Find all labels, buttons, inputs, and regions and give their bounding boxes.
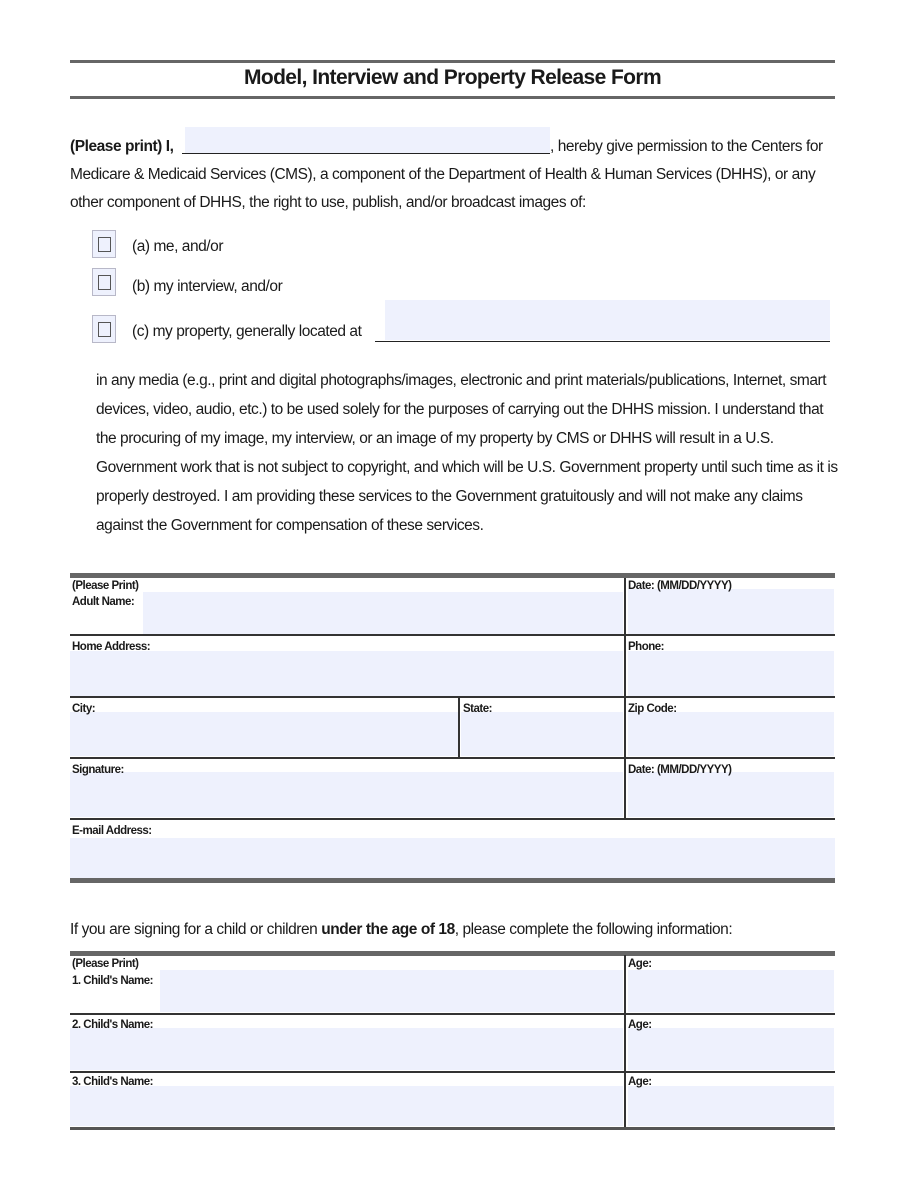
- child-note-text: , please complete the following information:: [454, 921, 733, 938]
- field-label: Age:: [628, 958, 652, 970]
- city-input[interactable]: [70, 712, 458, 756]
- adult-name-input[interactable]: [143, 592, 623, 634]
- field-label: (Please Print): [72, 958, 139, 970]
- signature-date-input[interactable]: [628, 772, 834, 817]
- row-divider: [70, 757, 835, 759]
- option-label: (a) me, and/or: [132, 238, 224, 255]
- child-instruction: [70, 920, 732, 940]
- field-label: Zip Code:: [628, 703, 677, 715]
- phone-input[interactable]: [628, 651, 834, 696]
- field-label: 2. Child's Name:: [72, 1019, 154, 1031]
- child-note-bold: under the age of 18: [321, 921, 455, 938]
- field-label: 3. Child's Name:: [72, 1076, 154, 1088]
- intro-text: other component of DHHS, the right to use, publish, and/or broadcast images of:: [70, 194, 586, 211]
- email-input[interactable]: [70, 838, 835, 878]
- field-label: Adult Name:: [72, 596, 135, 608]
- row-divider: [70, 818, 835, 820]
- row-divider: [70, 1013, 835, 1015]
- date-input[interactable]: [628, 589, 834, 634]
- checkbox-interview[interactable]: [92, 268, 116, 296]
- field-label: E-mail Address:: [72, 825, 152, 837]
- child-table-top-bar: [70, 951, 835, 956]
- row-divider: [70, 696, 835, 698]
- field-label: Phone:: [628, 641, 664, 653]
- field-label: State:: [463, 703, 492, 715]
- field-label: Age:: [628, 1076, 652, 1088]
- release-terms: in any media (e.g., print and digital photographs/images, electronic and print materials/publications, Internet, smart devices, video, audio, etc.) to be used solely for the purposes of carrying out the DHHS mission. I understand that the procuring of my image, my interview, or an image of my property by CMS or DHHS will result in a U.S. Government work that is not subject to copyright, and which will be U.S. Government property until such time as it is properly destroyed. I am providing these services to the Government gratuitously and will not make any claims against the Government for compensation of these services.: [96, 372, 838, 534]
- table-bottom-bar: [70, 878, 835, 883]
- field-label: Signature:: [72, 764, 124, 776]
- signature-input[interactable]: [70, 772, 623, 817]
- child1-age-input[interactable]: [628, 970, 834, 1012]
- please-print-label: (Please print) I,: [70, 138, 174, 155]
- intro-text: , hereby give permission to the Centers for: [550, 138, 823, 155]
- checkbox-property[interactable]: [92, 315, 116, 343]
- child-note-text: If you are signing for a child or children: [70, 921, 322, 938]
- checkbox-me[interactable]: [92, 230, 116, 258]
- column-divider: [624, 578, 626, 819]
- field-label: Date: (MM/DD/YYYY): [628, 764, 732, 776]
- field-label: Date: (MM/DD/YYYY): [628, 580, 732, 592]
- name-input[interactable]: [185, 127, 550, 153]
- title-top-rule: [70, 60, 835, 63]
- child-table-bottom-bar: [70, 1127, 835, 1130]
- state-input[interactable]: [461, 712, 623, 756]
- column-divider: [458, 697, 460, 757]
- field-label: City:: [72, 703, 96, 715]
- field-label: Age:: [628, 1019, 652, 1031]
- row-divider: [70, 1071, 835, 1073]
- field-label: (Please Print): [72, 580, 139, 592]
- row-divider: [70, 634, 835, 636]
- child1-name-input[interactable]: [160, 970, 623, 1012]
- title-bottom-rule: [70, 96, 835, 99]
- property-location-input[interactable]: [385, 300, 830, 340]
- column-divider: [624, 955, 626, 1127]
- option-label: (b) my interview, and/or: [132, 278, 283, 295]
- home-address-input[interactable]: [70, 651, 623, 696]
- property-underline: [375, 341, 830, 342]
- field-label: 1. Child's Name:: [72, 975, 154, 987]
- zip-input[interactable]: [628, 712, 834, 756]
- child3-age-input[interactable]: [628, 1086, 834, 1126]
- option-label: (c) my property, generally located at: [132, 323, 362, 340]
- intro-text: Medicare & Medicaid Services (CMS), a component of the Department of Health & Human Services (DHHS), or any: [70, 166, 816, 183]
- child3-name-input[interactable]: [70, 1086, 623, 1126]
- page-title: Model, Interview and Property Release Form: [243, 66, 662, 89]
- child2-age-input[interactable]: [628, 1028, 834, 1070]
- field-label: Home Address:: [72, 641, 151, 653]
- child2-name-input[interactable]: [70, 1028, 623, 1070]
- name-underline: [182, 153, 550, 154]
